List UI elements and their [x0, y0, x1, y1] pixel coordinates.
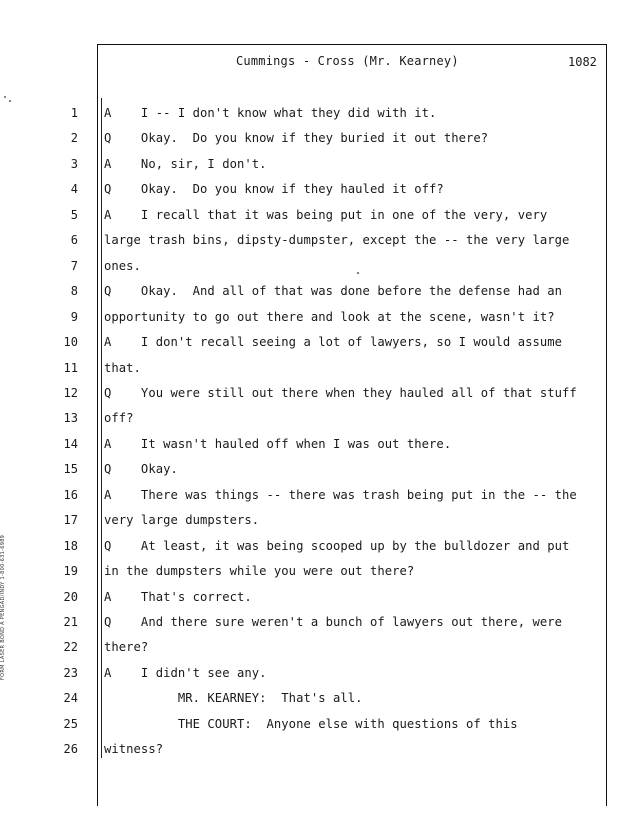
transcript-line: opportunity to go out there and look at the scene, wasn't it?	[104, 309, 555, 324]
transcript-line: Q Okay. And all of that was done before the defense had an	[104, 284, 563, 299]
transcript-line: Q Okay.	[104, 462, 178, 477]
line-number: 15	[63, 462, 78, 477]
transcript-line: A No, sir, I don't.	[104, 156, 267, 171]
line-number: 9	[70, 309, 78, 324]
transcript-line: off?	[104, 411, 134, 426]
transcript-line: MR. KEARNEY: That's all.	[104, 691, 363, 706]
page-number: 1082	[568, 55, 597, 69]
transcript-line: witness?	[104, 742, 164, 757]
line-number: 23	[63, 665, 78, 680]
line-number: 18	[63, 538, 78, 553]
scan-speck	[4, 96, 6, 98]
transcript-line: A I don't recall seeing a lot of lawyers, so I would assume	[104, 335, 563, 349]
transcript-line: that.	[104, 360, 141, 375]
transcript-line: A I didn't see any.	[104, 665, 267, 680]
transcript-line: very large dumpsters.	[104, 513, 260, 528]
transcript-line: A I -- I don't know what they did with it.	[104, 106, 437, 120]
page-header-title: Cummings - Cross (Mr. Kearney)	[236, 54, 459, 68]
line-number: 10	[63, 335, 78, 349]
line-number: 4	[70, 182, 78, 197]
transcript-line: in the dumpsters while you were out there?	[104, 564, 415, 579]
line-number: 2	[70, 131, 78, 146]
transcript-line: THE COURT: Anyone else with questions of this	[104, 716, 518, 731]
line-number: 21	[63, 615, 78, 629]
line-number: 13	[63, 411, 78, 426]
top-border	[97, 44, 607, 45]
transcript-line: A That's correct.	[104, 589, 252, 604]
line-number: 7	[70, 258, 78, 273]
transcript-line: A There was things -- there was trash being put in the -- the	[104, 487, 577, 502]
transcript-line: Q You were still out there when they hauled all of that stuff	[104, 385, 577, 400]
line-number: 17	[63, 513, 78, 528]
transcript-line: large trash bins, dipsty-dumpster, except the -- the very large	[104, 233, 570, 248]
transcript-line: there?	[104, 640, 149, 655]
line-number: 24	[63, 691, 78, 706]
line-number: 6	[70, 233, 78, 248]
transcript-line: Q Okay. Do you know if they hauled it off?	[104, 182, 444, 197]
transcript-line: A I recall that it was being put in one of the very, very	[104, 207, 548, 222]
line-number: 11	[63, 360, 78, 375]
right-margin-rule	[606, 44, 607, 806]
line-number: 16	[63, 487, 78, 502]
line-number: 20	[63, 589, 78, 604]
line-number: 26	[63, 742, 78, 757]
transcript-line: Q At least, it was being scooped up by the bulldozer and put	[104, 538, 570, 553]
left-margin-rule	[97, 44, 98, 806]
line-number: 1	[70, 106, 78, 120]
line-number: 25	[63, 716, 78, 731]
line-number: 22	[63, 640, 78, 655]
transcript-line: Q And there sure weren't a bunch of lawyers out there, were	[104, 615, 563, 629]
line-number: 14	[63, 436, 78, 451]
line-number: 12	[63, 385, 78, 400]
inner-margin-rule	[101, 98, 102, 758]
line-number: 8	[70, 284, 78, 299]
transcript-line: ones.	[104, 258, 141, 273]
line-number: 5	[70, 207, 78, 222]
line-number: 19	[63, 564, 78, 579]
form-vendor-text: FORM LASER BOND A PENGAD/INDY 1-800-631-6989	[0, 534, 6, 680]
transcript-line: Q Okay. Do you know if they buried it out there?	[104, 131, 489, 146]
transcript-line: A It wasn't hauled off when I was out there.	[104, 436, 452, 451]
line-number: 3	[70, 156, 78, 171]
scan-speck	[9, 100, 11, 102]
